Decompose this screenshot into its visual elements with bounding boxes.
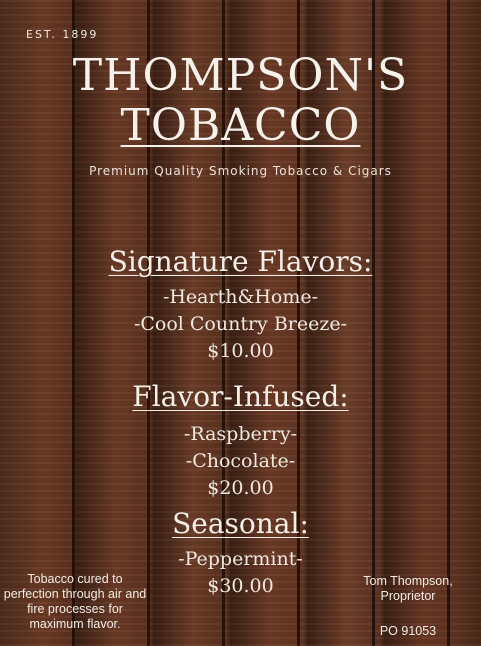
seasonal-price: $30.00 (207, 575, 274, 597)
established-year: EST. 1899 (26, 28, 99, 41)
proprietor-title: Proprietor (380, 589, 436, 603)
seasonal-item: -Peppermint- (178, 548, 303, 570)
po-box: PO 91053 (379, 624, 437, 638)
infused-item: -Chocolate- (185, 450, 296, 472)
brand-title-line1: THOMPSON'S (72, 50, 409, 101)
proprietor-block (338, 574, 478, 604)
infused-item: -Raspberry- (183, 423, 298, 445)
infused-price: $20.00 (207, 477, 274, 499)
infused-heading: Flavor-Infused: (132, 380, 349, 413)
signature-item: -Cool Country Breeze- (133, 313, 348, 335)
brand-title-line2: TOBACCO (120, 100, 361, 151)
seasonal-heading: Seasonal: (172, 507, 309, 540)
signature-price: $10.00 (207, 340, 274, 362)
signature-heading: Signature Flavors: (108, 245, 373, 278)
curing-description: Tobacco cured to perfection through air and fire processes for maximum flavor. (3, 572, 147, 631)
proprietor-name: Tom Thompson, (363, 574, 453, 588)
signature-item: -Hearth&Home- (162, 286, 319, 308)
tagline: Premium Quality Smoking Tobacco & Cigars (89, 164, 392, 178)
